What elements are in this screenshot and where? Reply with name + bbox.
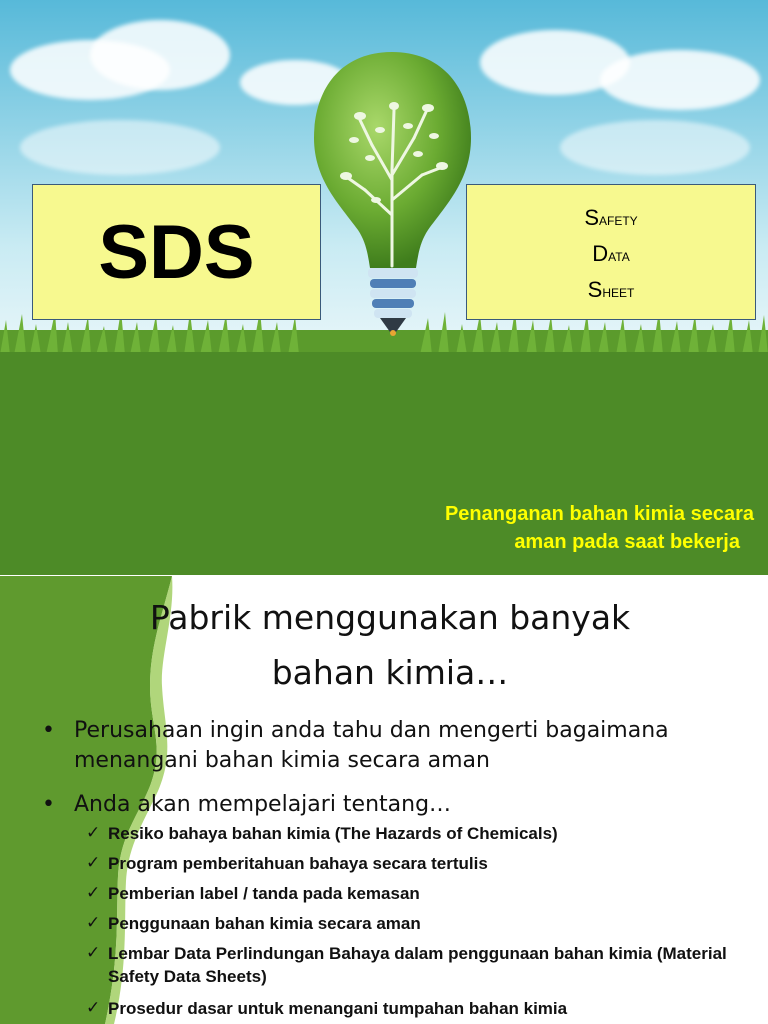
checkmark-icon: ✓ [86,998,101,1018]
heading-line-1: Pabrik menggunakan banyak [149,598,631,637]
checkmark-icon: ✓ [86,853,101,873]
checklist-text: Pemberian label / tanda pada kemasan [108,884,420,903]
acronym-line-safety: Safety [584,205,638,230]
slide-subtitle [330,500,760,556]
checkmark-icon: ✓ [86,823,101,843]
bullet-icon: • [42,718,55,743]
subtitle-line-1: Penanganan bahan kimia secara [444,503,754,525]
checklist-text: Resiko bahaya bahan kimia (The Hazards of Chemicals) [108,824,558,843]
checklist-text: Penggunaan bahan kimia secara aman [108,914,421,933]
acronym-box [466,184,756,320]
slide-title: SDS [98,209,255,295]
bullet-icon: • [42,792,55,817]
checklist-text: Program pemberitahuan bahaya secara tertulis [108,854,488,873]
title-box [32,184,321,320]
lightbulb-tree-icon [310,50,475,340]
checkmark-icon: ✓ [86,913,101,933]
heading-line-2: bahan kimia… [271,653,509,692]
acronym-line-sheet: Sheet [587,277,635,302]
checklist-text: Lembar Data Perlindungan Bahaya dalam penggunaan bahan kimia (Material Safety Data Sheets) [108,944,727,986]
content-slide [0,576,768,1024]
bullet-text: Perusahaan ingin anda tahu dan mengerti bagaimana menangani bahan kimia secara aman [74,718,669,773]
slide-heading [60,590,720,700]
checkmark-icon: ✓ [86,943,101,963]
bullet-text: Anda akan mempelajari tentang… [74,792,452,817]
checkmark-icon: ✓ [86,883,101,903]
acronym-line-data: Data [592,241,630,266]
checklist-text: Prosedur dasar untuk menangani tumpahan bahan kimia [108,999,568,1018]
subtitle-line-2: aman pada saat bekerja [514,531,740,553]
